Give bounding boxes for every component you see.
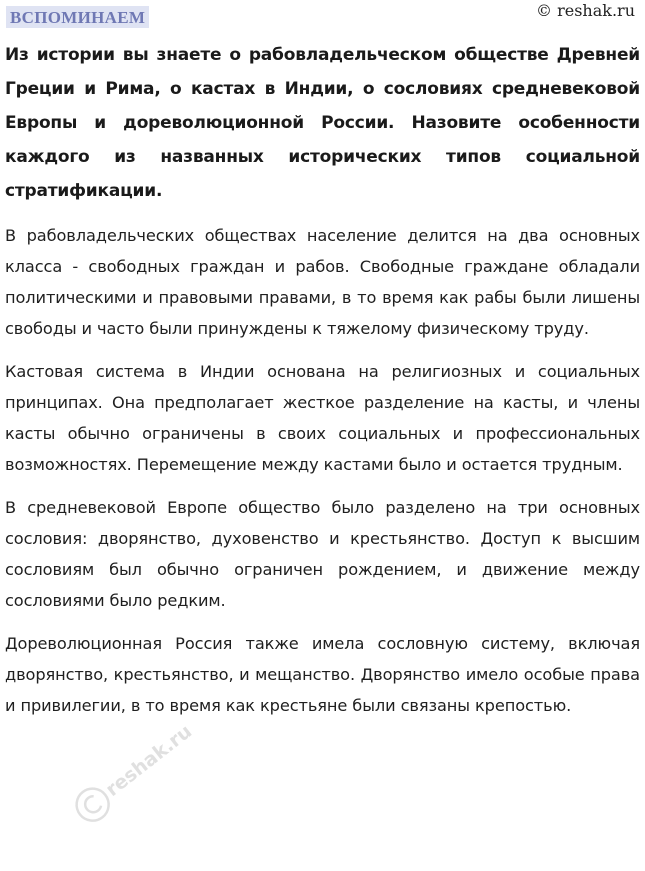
watermark-text: reshak.ru [101,720,197,801]
section-label: ВСПОМИНАЕМ [6,6,149,28]
answer-body [5,220,640,721]
watermark-copyright-icon [70,782,115,827]
answer-paragraph-russia: Дореволюционная Россия также имела сословную систему, включая дворянство, крестьянство, и мещанство. Дворянство имело особые права и привилегии, в то время как крестьяне были связаны крепостью. [5,634,640,715]
watermark-logo [40,718,210,828]
answer-paragraph-medieval-europe: В средневековой Европе общество было разделено на три основных сословия: дворянство, духовенство и крестьянство. Доступ к высшим сословиям был обычно ограничен рождением, и движение между сословиями было редким. [5,498,640,610]
answer-paragraph-castes: Кастовая система в Индии основана на религиозных и социальных принципах. Она предполагает жесткое разделение на касты, и члены касты обычно ограничены в своих социальных и профессиональных возможностях. Перемещение между кастами было и остается трудным. [5,362,640,474]
question-text: Из истории вы знаете о рабовладельческом обществе Древней Греции и Рима, о кастах в Индии, о сословиях средневековой Европы и дореволюционной России. Назовите особенности каждого из названных исторических типов социальной стратификации. [5,45,640,201]
answer-paragraph-slavery: В рабовладельческих обществах население делится на два основных класса - свободных граждан и рабов. Свободные граждане обладали политическими и правовыми правами, в то время как рабы были лишены свободы и часто были принуждены к тяжелому физическому труду. [5,226,640,338]
header [5,0,640,34]
copyright-text: © reshak.ru [536,1,635,20]
